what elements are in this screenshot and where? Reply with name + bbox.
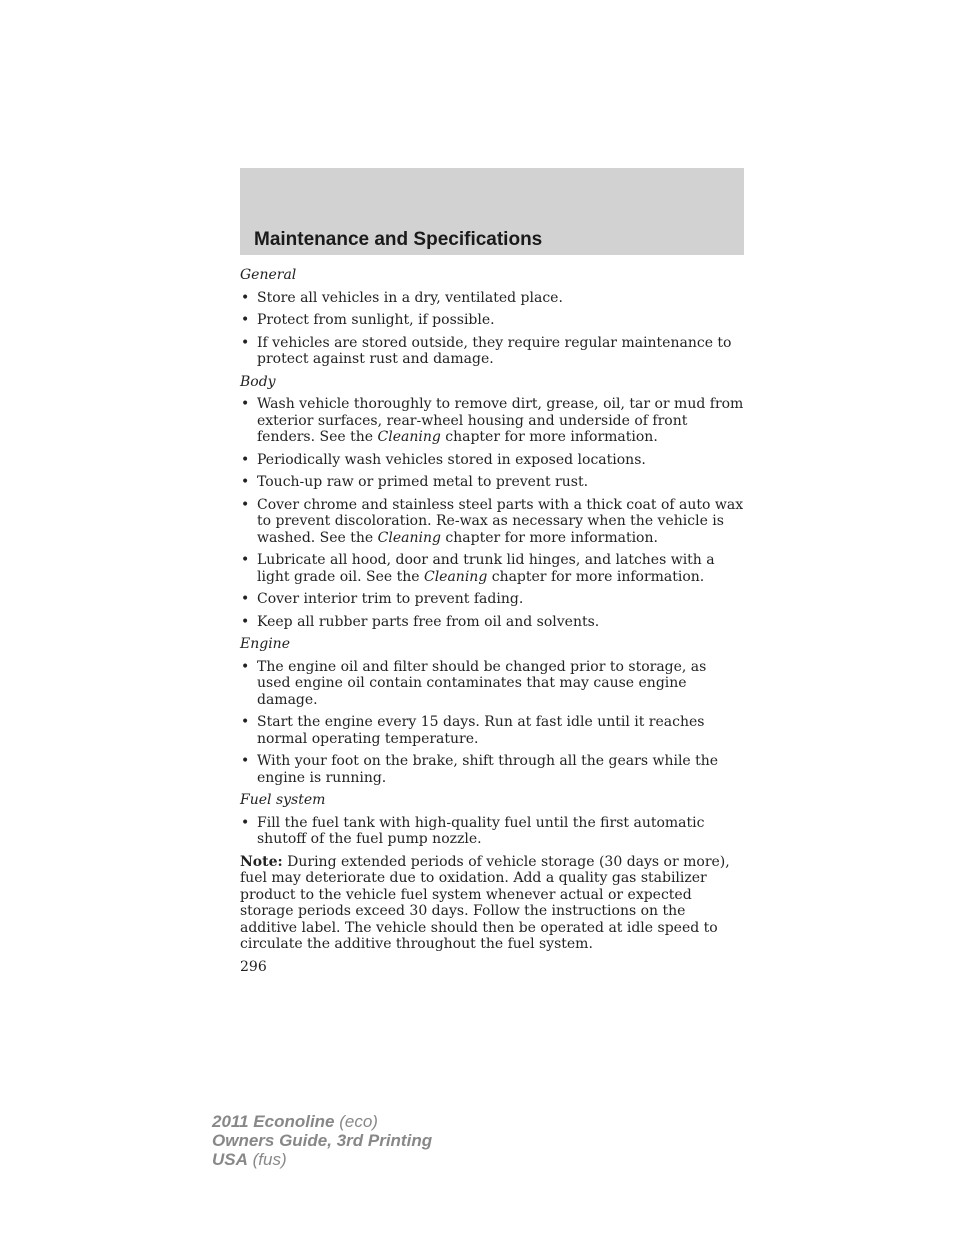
engine-list: [240, 659, 744, 787]
bullet-icon: •: [241, 613, 250, 630]
page-content: [240, 267, 744, 953]
subheading-engine: Engine: [240, 636, 290, 652]
bullet-icon: •: [241, 474, 250, 490]
section-title: Maintenance and Specifications: [254, 229, 543, 250]
list-item: • Touch-up raw or primed metal to prevent rust.: [241, 474, 589, 490]
footer-line-guide: Owners Guide, 3rd Printing: [212, 1131, 433, 1150]
list-item: • If vehicles are stored outside, they require regular maintenance to protect against rust and damage.: [241, 334, 732, 367]
bullet-icon: •: [241, 312, 250, 328]
note-text: During extended periods of vehicle storage (30 days or more), fuel may deteriorate due to oxidation. Add a quality gas stabilizer product to the vehicle fuel system whenever actual or expected storage periods exceed 30 days. Follow the instructions on the additive label. The vehicle should then be operated at idle speed to circulate the additive throughout the fuel system.: [240, 853, 730, 952]
bullet-icon: •: [241, 496, 250, 513]
body-list: [240, 396, 744, 630]
list-item: • Store all vehicles in a dry, ventilated place.: [241, 289, 563, 306]
section-header-band: [240, 168, 744, 255]
list-item: • With your foot on the brake, shift through all the gears while the engine is running.: [241, 753, 719, 786]
list-item: • Fill the fuel tank with high-quality fuel until the first automatic shutoff of the fuel pump nozzle.: [241, 814, 705, 847]
subheading-general: General: [240, 267, 297, 283]
list-item: • Protect from sunlight, if possible.: [241, 312, 495, 328]
list-item: • Start the engine every 15 days. Run at fast idle until it reaches normal operating temperature.: [241, 714, 705, 747]
chapter-reference: Cleaning: [423, 568, 488, 585]
note-label: Note:: [240, 853, 283, 870]
bullet-icon: •: [241, 714, 250, 730]
bullet-icon: •: [241, 753, 250, 769]
subheading-body: Body: [240, 373, 276, 390]
bullet-icon: •: [241, 552, 250, 568]
bullet-icon: •: [241, 396, 250, 412]
list-item: • Wash vehicle thoroughly to remove dirt, grease, oil, tar or mud from exterior surfaces, rear-wheel housing and underside of front fenders. See the Cleaning chapter for more information.: [241, 396, 744, 445]
document-footer: [212, 1112, 432, 1169]
fuel-list: [240, 815, 744, 848]
bullet-icon: •: [241, 334, 250, 351]
bullet-icon: •: [241, 591, 250, 607]
general-list: [240, 290, 744, 368]
storage-note: [240, 854, 744, 953]
page-number: 296: [240, 959, 267, 975]
list-item: • Lubricate all hood, door and trunk lid hinges, and latches with a light grade oil. See the Cleaning chapter for more information.: [241, 552, 715, 585]
list-item: • The engine oil and filter should be changed prior to storage, as used engine oil contain contaminates that may cause engine damage.: [241, 658, 707, 708]
chapter-reference: Cleaning: [377, 429, 441, 445]
list-item: • Keep all rubber parts free from oil and solvents.: [241, 613, 600, 630]
chapter-reference: Cleaning: [377, 529, 441, 546]
bullet-icon: •: [241, 451, 250, 468]
list-item: • Cover interior trim to prevent fading.: [241, 591, 524, 607]
list-item: • Periodically wash vehicles stored in exposed locations.: [241, 451, 646, 468]
bullet-icon: •: [241, 814, 250, 831]
bullet-icon: •: [241, 289, 250, 306]
list-item: • Cover chrome and stainless steel parts with a thick coat of auto wax to prevent discoloration. Re-wax as necessary when the vehicle is washed. See the Cleaning chapter for more information.: [241, 496, 744, 546]
footer-line-model: 2011 Econoline (eco): [212, 1112, 378, 1131]
subheading-fuel-system: Fuel system: [240, 792, 326, 808]
bullet-icon: •: [241, 658, 250, 675]
footer-line-region: USA (fus): [212, 1150, 287, 1169]
